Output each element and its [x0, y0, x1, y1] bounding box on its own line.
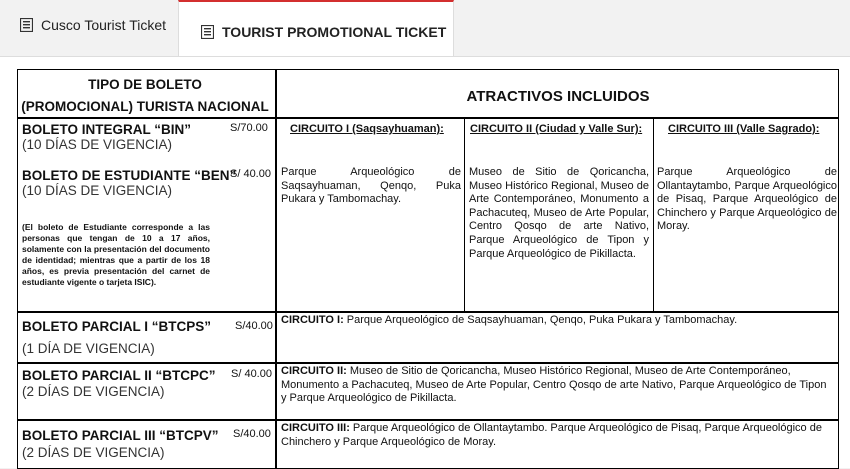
circuit-1-text: Parque Arqueológico de Saqsayhuaman, Qenqo, Puka Pukara y Tambomachay. [281, 166, 461, 206]
row-divider [17, 362, 839, 364]
circuit-2-text: Museo de Sitio de Qoricancha, Museo Histórico Regional, Museo de Arte Contemporáneo, Monumento a Pachacuteq, Museo de Arte Popular, Centro Qosqo de arte Nativo, Parque Arqueológico de Tipon y Parque Arqueológico de Pikillacta. [469, 166, 649, 260]
row-divider [17, 419, 839, 421]
circuit-2-title: CIRCUITO II (Ciudad y Valle Sur): [470, 123, 643, 135]
tab-cusco-tourist-ticket[interactable] [0, 0, 178, 56]
header-ticket-type-line1: TIPO DE BOLETO [88, 77, 202, 92]
document-icon [201, 25, 214, 42]
circuit-1-title: CIRCUITO I (Saqsayhuaman): [290, 123, 444, 135]
tab-label: TOURIST PROMOTIONAL TICKET [222, 24, 447, 40]
column-divider [464, 117, 465, 311]
partial-2-price: S/ 40.00 [231, 368, 272, 380]
circuit-3-title: CIRCUITO III (Valle Sagrado): [668, 123, 820, 135]
header-ticket-type-line2: (PROMOCIONAL) TURISTA NACIONAL [21, 99, 269, 114]
header-attractions: ATRACTIVOS INCLUIDOS [466, 88, 650, 105]
circuit-3-text: Parque Arqueológico de Ollantaytambo, Parque Arqueológico de Pisaq, Parque Arqueológico de Chinchero y Parque Arqueológico de Moray. [657, 166, 837, 233]
partial-1-validity: (1 DÍA DE VIGENCIA) [22, 341, 155, 356]
partial-2-validity: (2 DÍAS DE VIGENCIA) [22, 384, 165, 399]
document-icon [20, 18, 33, 35]
partial-3-name: BOLETO PARCIAL III “BTCPV” [22, 428, 219, 443]
tab-label: Cusco Tourist Ticket [41, 17, 167, 33]
ben-validity: (10 DÍAS DE VIGENCIA) [22, 183, 173, 198]
ben-price: S/ 40.00 [230, 168, 271, 180]
partial-3-price: S/40.00 [233, 428, 271, 440]
partial-3-circuit: CIRCUITO III: Parque Arqueológico de Ollantaytambo. Parque Arqueológico de Pisaq, Parque Arqueológico de Chinchero y Parque Arqueológico de Moray. [281, 422, 822, 448]
partial-1-price: S/40.00 [235, 320, 273, 332]
tab-bar [0, 0, 850, 56]
partial-2-name: BOLETO PARCIAL II “BTCPC” [22, 368, 216, 383]
ticket-table [14, 66, 850, 467]
partial-1-circuit: CIRCUITO I: Parque Arqueológico de Saqsayhuaman, Qenqo, Puka Pukara y Tambomachay. [281, 314, 738, 326]
bin-price: S/70.00 [230, 122, 268, 134]
bin-name: BOLETO INTEGRAL “BIN” [22, 122, 192, 137]
partial-1-name: BOLETO PARCIAL I “BTCPS” [22, 319, 212, 334]
row-divider [17, 117, 839, 119]
ben-name: BOLETO DE ESTUDIANTE “BEN” [22, 168, 237, 183]
partial-3-validity: (2 DÍAS DE VIGENCIA) [22, 445, 165, 460]
column-divider [653, 117, 654, 311]
column-divider [275, 69, 277, 469]
bin-validity: (10 DÍAS DE VIGENCIA) [22, 137, 173, 152]
ben-note: (El boleto de Estudiante corresponde a las personas que tengan de 10 a 17 años, solamente con la presentación del documento de identidad; mientras que a partir de los 18 años, es previa presentación del carnet de estudiante vigente o tarjeta ISIC). [22, 222, 210, 287]
row-divider [17, 311, 839, 313]
tab-tourist-promotional-ticket[interactable] [178, 0, 454, 57]
partial-2-circuit: CIRCUITO II: Museo de Sitio de Qoricancha, Museo Histórico Regional, Museo de Arte Contemporáneo, Monumento a Pachacuteq, Museo de Arte Popular, Centro Qosqo de arte Nativo, Parque Arqueológico de Tipon y Parque Arqueológico de Pikillacta. [281, 365, 827, 405]
